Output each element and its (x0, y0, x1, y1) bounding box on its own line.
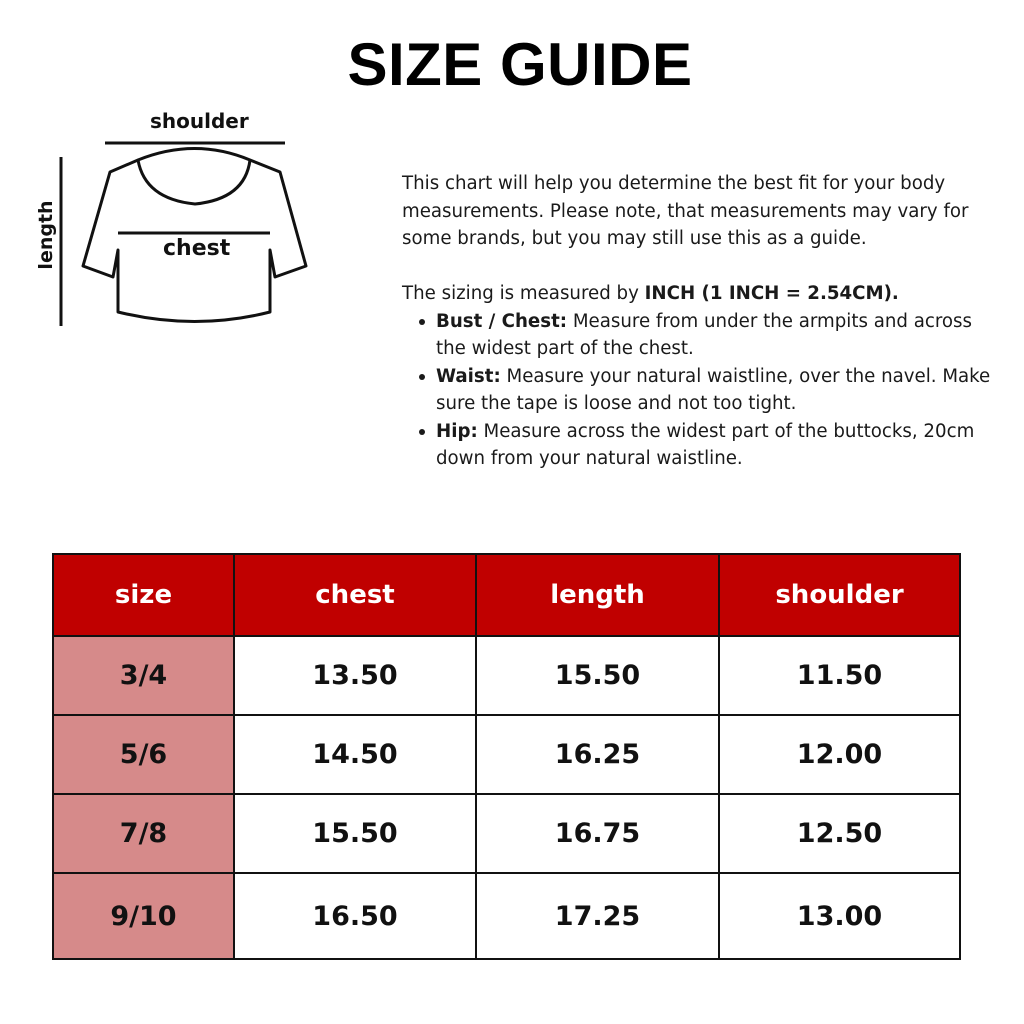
header-size: size (53, 554, 234, 636)
cropped-tshirt-icon (0, 0, 330, 340)
bullet-text: Measure from under the armpits and across the widest part of the chest. (436, 310, 973, 359)
length-cell: 16.75 (476, 794, 719, 873)
length-label: length (35, 200, 57, 270)
intro-text (402, 170, 992, 473)
length-cell: 17.25 (476, 873, 719, 959)
chest-cell: 16.50 (234, 873, 476, 959)
size-cell: 9/10 (53, 873, 234, 959)
bullet-term: Waist: (436, 365, 501, 387)
page-title: SIZE GUIDE (347, 31, 693, 98)
size-cell: 3/4 (53, 636, 234, 715)
bullet-text: Measure your natural waistline, over the navel. Make sure the tape is loose and not too tight. (436, 365, 991, 414)
shoulder-cell: 11.50 (719, 636, 960, 715)
shoulder-cell: 13.00 (719, 873, 960, 959)
bullet-text: Measure across the widest part of the buttocks, 20cm down from your natural waistline. (436, 420, 975, 469)
shoulder-label: shoulder (150, 109, 249, 133)
unit-prefix: The sizing is measured by (402, 283, 645, 304)
table-row (53, 715, 960, 794)
measurement-list (402, 308, 992, 473)
shoulder-cell: 12.00 (719, 715, 960, 794)
chest-label: chest (163, 236, 231, 261)
table-row (53, 873, 960, 959)
length-cell: 15.50 (476, 636, 719, 715)
table-header-row (53, 554, 960, 636)
bullet-term: Hip: (436, 420, 478, 442)
chest-cell: 15.50 (234, 794, 476, 873)
garment-diagram (0, 0, 330, 340)
shoulder-cell: 12.50 (719, 794, 960, 873)
size-cell: 5/6 (53, 715, 234, 794)
unit-note (402, 280, 992, 308)
header-length: length (476, 554, 719, 636)
intro-paragraph: This chart will help you determine the best fit for your body measurements. Please note, that measurements may vary for some brands, but you may still use this as a guide. (402, 173, 969, 249)
bullet-term: Bust / Chest: (436, 310, 568, 332)
table-row (53, 794, 960, 873)
list-item (436, 363, 992, 418)
size-table (52, 553, 961, 960)
neckline (138, 149, 250, 161)
header-shoulder: shoulder (719, 554, 960, 636)
size-cell: 7/8 (53, 794, 234, 873)
chest-cell: 13.50 (234, 636, 476, 715)
unit-bold: INCH (1 INCH = 2.54CM). (644, 283, 899, 304)
table-row (53, 636, 960, 715)
header-chest: chest (234, 554, 476, 636)
list-item (436, 308, 992, 363)
list-item (436, 418, 992, 473)
length-cell: 16.25 (476, 715, 719, 794)
chest-cell: 14.50 (234, 715, 476, 794)
